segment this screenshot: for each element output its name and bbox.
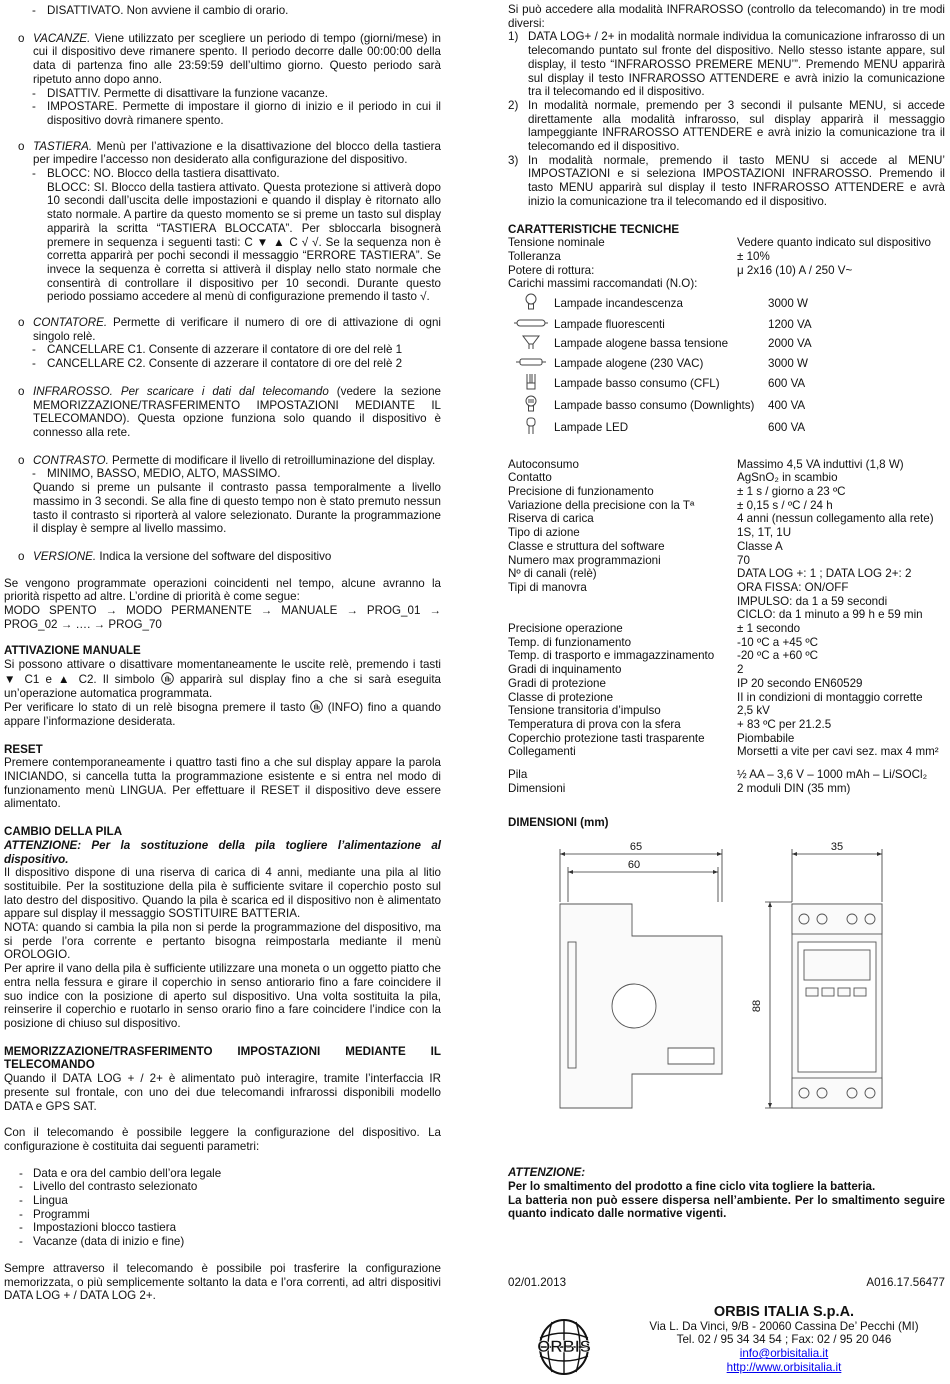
doc-date: 02/01.2013 [508,1275,567,1289]
cfl-bulb-icon [524,373,538,391]
table-row: Coperchio protezione tasti trasparente Piombabile [508,731,795,745]
table-row: Classe di protezione II in condizioni di montaggio corrette [508,690,923,704]
table-row: Classe e struttura del software Classe A [508,539,783,553]
contatore-sub1: - CANCELLARE C1. Consente di azzerare il contatore di ore del relè 1 [32,343,403,357]
vacanze-section: o VACANZE. Viene utilizzato per scegliere un periodo di tempo (giorni/mese) in cui il dispositivo deve rimanere spento. Il periodo decorre dalle 00:00:00 della data di partenza fino alle 23:59:59 dell’ultimo giorno. Questo periodo sarà ripetuto anno dopo anno. [18,31,441,86]
table-row: Numero max programmazioni 70 [508,553,750,567]
versione-title: VERSIONE. [33,549,97,563]
ir-item-3: 3) In modalità normale, premendo il tasto MENU si accede al MENU’ IMPOSTAZIONI e si seleziona IMPOSTAZIONI INFRAROSSO. Premendo il tasto MENU apparirà sul display il testo INFRAROSSO ATTENDERE e avrà inizio la comunicazione tra il telecomando ed il dispositivo. [508,153,945,208]
hand-icon [161,672,174,685]
memorizzazione-text2: Con il telecomando è possibile leggere la configurazione del dispositivo. La configurazione è costituita dai seguenti parametri: [4,1126,441,1153]
vacanze-title: VACANZE. [33,31,91,45]
reset-heading: RESET [4,742,43,756]
attenzione-title: ATTENZIONE: [508,1166,586,1180]
attenzione-text2: La batteria non può essere dispersa nell’ambiente. Per lo smaltimento seguire quanto indicato dalle normative vigenti. [508,1193,945,1221]
manuale-heading: ATTIVAZIONE MANUALE [4,644,141,658]
table-row: Temperatura di prova con la sfera + 83 ºC per 21.2.5 [508,717,832,731]
table-row: Contatto AgSnO₂ in scambio [508,471,838,485]
pila-text2: NOTA: quando si cambia la pila non si perde la programmazione del dispositivo, ma si perde l’ora corrente e pertanto bisogna reimpostarla mediante il menù OROLOGIO. [4,921,441,962]
contatore-section: o CONTATORE. Permette di verificare il numero di ore di attivazione di ogni singolo relè. [18,316,441,343]
list-item: - Impostazioni blocco tastiera [19,1221,177,1235]
dim-65-label: 65 [629,841,643,854]
dim-88-label: 88 [751,1000,763,1013]
footer-codes [508,1276,945,1290]
table-row: Gradi di inquinamento 2 [508,663,744,677]
infrarosso-section: o INFRAROSSO. Per scaricare i dati dal telecomando (vedere la sezione MEMORIZZAZIONE/TRASFERIMENTO IMPOSTAZIONI MEDIANTE IL TELECOMANDO). Questa opzione funziona solo quando il dispositivo è connesso alla rete. [18,384,441,439]
table-row: Temp. di funzionamento -10 ºC a +45 ºC [508,635,818,649]
list-item: - Data e ora del cambio dell’ora legale [19,1166,222,1180]
memorizzazione-heading: MEMORIZZAZIONE/TRASFERIMENTO IMPOSTAZIONI MEDIANTE IL TELECOMANDO [4,1044,441,1072]
pila-heading: CAMBIO DELLA PILA [4,825,123,839]
table-row: Lampade basso consumo (CFL) 600 VA [508,373,812,395]
pila-text3: Per aprire il vano della pila è sufficiente utilizzare una moneta o un oggetto piatto che entra nella fessura e girare il coperchio in senso antiorario fino a fare coincidere il suo indice con la posizione di aperto sul dispositivo. Una volta sostituita la pila, reinserire il coperchio e ruotarlo in senso orario fino a fare coincidere l’indice con la posizione di chiuso sul dispositivo. [4,962,441,1030]
memorizzazione-text1: Quando il DATA LOG + / 2+ è alimentato può interagire, tramite l’interfaccia IR presente sul frontale, con uno dei due telecomandi infrarossi disponibili modello DATA e GPS SAT. [4,1072,441,1113]
table-row: Riserva di carica 4 anni (nessun collegamento alla rete) [508,512,934,526]
table-row: Precisione operazione ± 1 secondo [508,622,801,636]
vacanze-text: Viene utilizzato per scegliere un periodo di tempo (giorni/mese) in cui il dispositivo deve rimanere spento. Il periodo decorre dalle 00:00:00 della data di partenza fino alle 23:59:59 dell’ultimo giorno. Questo periodo sarà ripetuto anno dopo anno. [33,31,441,86]
table-row: Autoconsumo Massimo 4,5 VA induttivi (1,8 W) [508,457,904,471]
tech-top-table [508,236,931,277]
table-row: Gradi di protezione IP 20 secondo EN60529 [508,676,863,690]
company-name: ORBIS ITALIA S.p.A. [713,1303,855,1320]
contrasto-text2: Quando si preme un pulsante il contrasto passa temporalmente a livello massimo in 3 secondi. Se alla fine di questo tempo non è stato premuto nessun tasto il contrasto si riporterà al valore selezionato. Durante la programmazione il display è sempre al livello massimo. [33,481,441,536]
table-row: Lampade alogene bassa tensione 2000 VA [508,334,812,354]
tastiera-title: TASTIERA. [33,139,93,153]
specs-table [508,458,939,796]
table-row: Precisione di funzionamento ± 1 s / giorno a 23 ºC [508,484,846,498]
right-column [508,0,945,1384]
ir-item-2: 2) In modalità normale, premendo per 3 secondi il pulsante MENU, si accede direttamente alla modalità infrarosso, sul display apparirà il messaggio lampeggiante INFRAROSSO ATTENDERE e avrà inizio la comunicazione tra il telecomando ed il dispositivo. [508,98,945,154]
led-bulb-icon [524,417,538,435]
memorizzazione-text3: Sempre attraverso il telecomando è possibile poi trasferire la configurazione memorizzata, o più semplicemente soltanto la data e l’ora correnti, ad altri dispositivi DATA LOG + / DATA LOG 2+. [4,1261,441,1303]
svg-text:ORBIS: ORBIS [537,1336,591,1356]
table-row: Lampade LED 600 VA [508,417,812,439]
ir-intro: Si può accedere alla modalità INFRAROSSO (controllo da telecomando) in tre modi diversi: [508,3,945,30]
dim-35-label: 35 [830,841,844,854]
contrasto-title: CONTRASTO. [33,453,109,467]
disattivato-item: - DISATTIVATO. Non avviene il cambio di orario. [4,4,441,18]
table-row: Lampade alogene (230 VAC) 3000 W [508,354,812,374]
table-row: Dimensioni 2 moduli DIN (35 mm) [508,781,851,795]
table-row: Pila ½ AA – 3,6 V – 1000 mAh – Li/SOCl₂ [508,768,928,782]
table-row: Tipi di manovra ORA FISSA: ON/OFF [508,580,849,594]
manuale-text2: Per verificare lo stato di un relè bisogna premere il tasto (INFO) fino a quando appare l’informazione desiderata. [4,701,441,728]
infrarosso-title: INFRAROSSO. [33,384,113,398]
company-web-link[interactable]: http://www.orbisitalia.it [726,1360,842,1374]
attenzione-text1: Per lo smaltimento del prodotto a fine ciclo vita togliere la batteria. [508,1179,876,1193]
table-row: Lampade fluorescenti 1200 VA [508,315,812,335]
company-address: Via L. Da Vinci, 9/B - 20060 Cassina De’ Pecchi (MI) [649,1319,919,1333]
pila-warning: ATTENZIONE: Per la sostituzione della pila togliere l’alimentazione al dispositivo. [4,838,441,866]
table-row: Lampade basso consumo (Downlights) 400 VA [508,395,812,417]
doc-code: A016.17.56477 [866,1275,945,1289]
list-item: - Programmi [19,1207,90,1221]
table-row: CICLO: da 1 minuto a 99 h e 59 min [737,608,923,622]
company-phone: Tel. 02 / 95 34 34 54 ; Fax: 02 / 95 20 046 [676,1333,892,1347]
company-block [508,1304,945,1384]
tastiera-section: o TASTIERA. Menù per l’attivazione e la disattivazione del blocco della tastiera per impedire l’accesso non desiderato alla configurazione del dispositivo. [18,139,441,167]
ir-item-1: 1) DATA LOG+ / 2+ in modalità normale individua la comunicazione infrarosso di un telecomando puntato sul fronte del dispositivo. Nello stesso istante appare, sul display, il testo “INFRAROSSO PREMERE MENU’”. Premendo MENU apparirà sul display il testo INFRAROSSO ATTENDERE e avrà inizio la comunicazione tra il telecomando ed il dispositivo. [508,30,945,99]
priorita-seq2: PROG_02 → …. → PROG_70 [4,617,162,631]
params-list [4,1167,441,1249]
manuale-text1: Si possono attivare o disattivare momentaneamente le uscite relè, premendo i tasti ▼ C1 e ▲ C2. Il simbolo apparirà sul display fino a che si sarà eseguita un’operazione automatica programmata. [4,658,441,700]
dim-heading: DIMENSIONI (mm) [508,816,609,830]
company-info [623,1304,945,1375]
table-row: Tolleranza ± 10% [508,249,770,263]
table-row: Tipo di azione 1S, 1T, 1U [508,526,792,540]
table-row: Collegamenti Morsetti a vite per cavi sez. max 4 mm² [508,745,939,759]
priorita-text: Se vengono programmate operazioni coincidenti nel tempo, alcune avranno la priorità rispetto ad altre. L’ordine di priorità è come segue: [4,576,441,604]
list-item: - Vacanze (data di inizio e fine) [19,1235,185,1249]
list-item: - Livello del contrasto selezionato [19,1180,198,1194]
contrasto-section: o CONTRASTO. Permette di modificare il livello di retroilluminazione del display. [18,453,436,467]
table-row: Temp. di trasporto e immagazzinamento -20 ºC a +60 ºC [508,649,818,663]
table-row: Potere di rottura: μ 2x16 (10) A / 250 V~ [508,263,853,277]
tastiera-sub2: BLOCC: SI. Blocco della tastiera attivato. Questa protezione si attiverà dopo 10 secondi dall’uscita delle impostazioni e quando il display è ritornato allo stato normale. A partire da questo momento se si preme un tasto sul display apparirà la scritta “TASTIERA BLOCCATA”. Per sbloccarla bisognerà premere in sequenza i seguenti tasti: C ▼ ▲ C √ √. Se la sequenza non è corretta apparirà per pochi secondi il messaggio “ERRORE TASTIERA”. Se invece la sequenza è corretta si attiverà il display nello stato normale che consentirà di controllare il dispositivo per 10 secondi. Durante questo periodo possiamo accedere al menù di configurazione premendo il tasto √. [47,180,441,304]
dimension-drawing [508,838,945,1128]
list-item: - Lingua [19,1194,68,1208]
fluorescent-tube-icon [514,318,548,328]
versione-section: o VERSIONE. Indica la versione del software del dispositivo [18,549,332,563]
contatore-title: CONTATORE. [33,316,108,330]
table-row: Tensione transitoria d’impulso 2,5 kV [508,704,770,718]
downlight-icon [523,395,539,413]
halogen-230v-icon [516,357,546,367]
contrasto-sub1: - MINIMO, BASSO, MEDIO, ALTO, MASSIMO. [32,467,281,481]
table-row: IMPULSO: da 1 a 59 secondi [737,594,888,608]
halogen-low-voltage-icon [521,334,541,350]
pila-text1: Il dispositivo dispone di una riserva di carica di 4 anni, mediante una pila al litio sostituibile. Per la sostituzione della pila è sufficiente svitare il coperchio posto sul lato destro del dispositivo. Quando la pila è scarica ed il dispositivo non è alimentato appare sul display il messaggio SOSTITUIRE BATTERIA. [4,866,441,921]
reset-text: Premere contemporaneamente i quattro tasti fino a che sul display appare la parola INICIANDO, si cancella tutta la programmazione esistente e si entra nel modo di funzionamento menù LINGUA. Per effettuare il RESET il dispositivo deve essere alimentato. [4,756,441,811]
table-row: Variazione della precisione con la Tª ± 0,15 s / ºC / 24 h [508,498,833,512]
tastiera-sub1: - BLOCC: NO. Blocco della tastiera disattivato. [32,167,280,181]
priorita-seq1: MODO SPENTO → MODO PERMANENTE → MANUALE → PROG_01 → [4,604,441,618]
tech-heading: CARATTERISTICHE TECNICHE [508,222,680,236]
company-email-link[interactable]: info@orbisitalia.it [739,1347,829,1361]
disattivato-text: DISATTIVATO. Non avviene il cambio di orario. [47,4,289,17]
table-row: Lampade incandescenza 3000 W [508,293,812,315]
table-row: Nº di canali (relè) DATA LOG +: 1 ; DATA LOG 2+: 2 [508,567,912,581]
vacanze-sub1: - DISATTIV. Permette di disattivare la funzione vacanze. [32,86,328,100]
dim-60-label: 60 [627,859,641,872]
lamps-table [508,293,812,439]
vacanze-sub2: - IMPOSTARE. Permette di impostare il giorno di inizio e il periodo in cui il dispositivo dovrà rimanere spento. [32,100,441,127]
contatore-sub2: - CANCELLARE C2. Consente di azzerare il contatore di ore del relè 2 [32,357,403,371]
carichi-label: Carichi massimi raccomandati (N.O): [508,277,698,291]
left-column [4,0,441,1303]
hand-info-icon [310,700,323,713]
table-row: Tensione nominale Vedere quanto indicato sul dispositivo [508,236,932,250]
incandescent-bulb-icon [523,293,539,311]
